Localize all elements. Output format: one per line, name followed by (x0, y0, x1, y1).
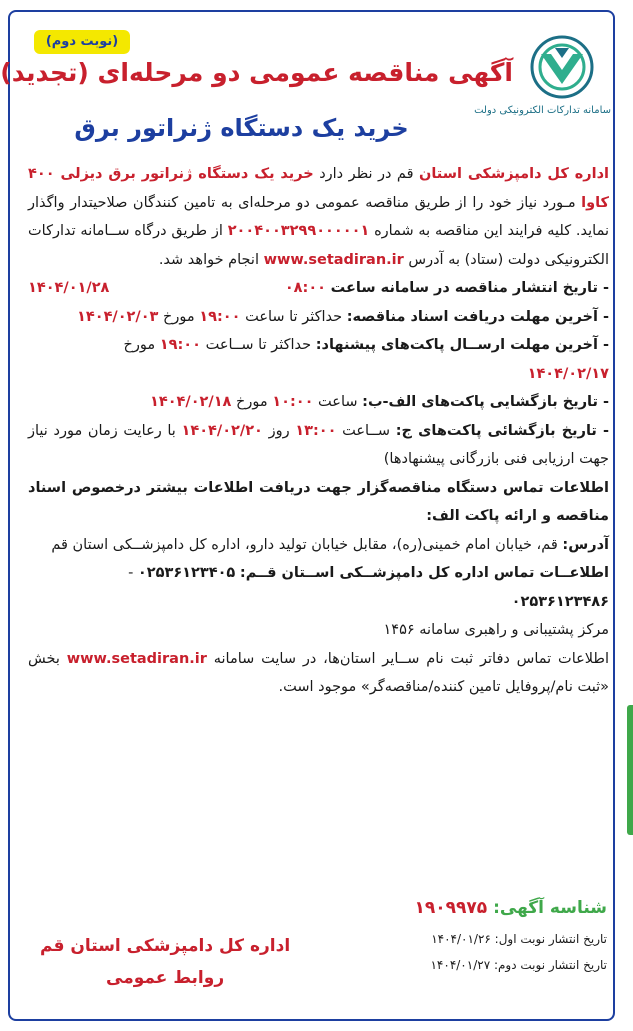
phone-number-2[interactable]: ۰۲۵۳۶۱۲۳۴۸۶ (511, 593, 609, 610)
publish-date: ۱۴۰۴/۰۱/۲۸ (28, 280, 110, 296)
intro-paragraph (28, 160, 609, 274)
intro-text-2: مـورد نیاز خود را از طریق مناقصه عمومی دو مرحله‌ای به تامین کنندگان صلاحیتدار واگذار نماید. کلیه فرایند این مناقصه به شماره (28, 194, 609, 239)
signature-org: اداره کل دامپزشکی استان قم (40, 936, 291, 956)
page-title: آگهی مناقصه عمومی دو مرحله‌ای (تجدید) (0, 58, 513, 87)
signature-block (40, 930, 290, 994)
phone-row (28, 559, 609, 616)
notice-id-label: شناسه آگهی: (493, 898, 607, 918)
intro-text-3: از طریق درگاه ســامانه تدارکات الکترونیکی دولت (ستاد) به آدرس (28, 223, 609, 268)
publish-date-row (28, 274, 609, 303)
address-text: قم، خیابان امام خمینی(ره)، مقابل خیابان تولید دارو، اداره کل دامپزشــکی استان قم (51, 536, 563, 553)
send-deadline-text: حداکثر تا ســاعت (200, 337, 316, 353)
opening-c-date: ۱۴۰۴/۰۲/۲۰ (181, 422, 263, 439)
opening-c-mid: روز (262, 422, 296, 439)
opening-ab-row (28, 388, 609, 417)
address-label: آدرس: (562, 536, 609, 553)
offices-row (28, 645, 609, 702)
send-deadline-date: ۱۴۰۴/۰۲/۱۷ (527, 365, 609, 382)
opening-ab-label: - تاریخ بازگشایی پاکت‌های الف-ب: (362, 394, 609, 410)
opening-ab-text: ساعت (313, 394, 363, 410)
round-badge: (نوبت دوم) (34, 30, 130, 54)
offices-text-1: اطلاعات تماس دفاتر ثبت نام ســایر استان‌ها، در سایت سامانه (206, 650, 609, 667)
doc-deadline-label: - آخرین مهلت دریافت اسناد مناقصه: (346, 308, 609, 325)
opening-c-tail: با رعایت زمان مورد نیاز جهت ارزیابی فنی بازرگانی پیشنهادها) (28, 422, 609, 467)
notice-body (28, 160, 609, 702)
doc-deadline-date: ۱۴۰۴/۰۲/۰۳ (77, 308, 159, 325)
address-row (28, 531, 609, 560)
opening-ab-date: ۱۴۰۴/۰۲/۱۸ (150, 394, 232, 410)
send-deadline-time: ۱۹:۰۰ (159, 337, 201, 353)
opening-c-text: ســاعت (336, 422, 396, 439)
publish-time: ۰۸:۰۰ (284, 280, 327, 296)
org-name: اداره کل دامپزشکی استان (418, 166, 609, 182)
intro-text-4: انجام خواهد شد. (158, 251, 264, 268)
opening-ab-time: ۱۰:۰۰ (272, 394, 314, 410)
page-subtitle: خرید یک دستگاه ژنراتور برق (74, 114, 409, 142)
opening-c-row (28, 417, 609, 474)
logo-caption: سامانه تدارکات الکترونیکی دولت (474, 105, 611, 116)
notice-id (415, 898, 607, 918)
opening-c-time: ۱۳:۰۰ (295, 422, 337, 439)
intro-text-1: قم در نظر دارد (313, 166, 419, 182)
phone-separator: - (128, 565, 138, 581)
publish-label: - تاریخ انتشار مناقصه در سامانه ساعت (330, 280, 609, 296)
side-tab (627, 705, 633, 835)
doc-deadline-text: حداکثر تا ساعت (240, 308, 347, 325)
support-center: مرکز پشتیبانی و راهبری سامانه ۱۴۵۶ (383, 622, 609, 638)
setad-logo (474, 34, 611, 116)
first-publish-date: تاریخ انتشار نوبت اول: ۱۴۰۴/۰۱/۲۶ (431, 932, 607, 946)
phone-label: اطلاعــات تماس اداره کل دامپزشــکی اســتان قــم: (239, 565, 609, 581)
signature-dept: روابط عمومی (106, 968, 225, 988)
setad-link[interactable]: www.setadiran.ir (263, 251, 404, 268)
notice-id-value: ۱۹۰۹۹۷۵ (414, 898, 488, 918)
tender-number: ۲۰۰۴۰۰۳۲۹۹۰۰۰۰۰۱ (227, 223, 370, 239)
doc-deadline-mid: مورخ (158, 308, 200, 325)
contact-heading: اطلاعات تماس دستگاه مناقصه‌گزار جهت دریافت اطلاعات بیشتر درخصوص اسناد مناقصه و ارائه پاکت الف: (28, 479, 609, 524)
setad-logo-icon (527, 34, 597, 100)
second-publish-date: تاریخ انتشار نوبت دوم: ۱۴۰۴/۰۱/۲۷ (430, 958, 607, 972)
tender-item: خرید یک دستگاه ژنراتور برق دیزلی ۴۰۰ کاوا (28, 166, 609, 211)
doc-deadline-row (28, 303, 609, 332)
opening-ab-mid: مورخ (231, 394, 273, 410)
send-deadline-mid: مورخ (123, 337, 160, 353)
phone-number-1[interactable]: ۰۲۵۳۶۱۲۳۴۰۵ (137, 565, 236, 581)
send-deadline-label: - آخرین مهلت ارســال پاکت‌های پیشنهاد: (315, 337, 609, 353)
doc-deadline-time: ۱۹:۰۰ (199, 308, 241, 325)
send-deadline-row (28, 331, 609, 388)
offices-text-2: بخش «ثبت نام/پروفایل تامین کننده/مناقصه‌گر» موجود است. (28, 650, 609, 695)
offices-link[interactable]: www.setadiran.ir (66, 650, 207, 667)
opening-c-label: - تاریخ بازگشائی پاکت‌های ج: (395, 422, 609, 439)
